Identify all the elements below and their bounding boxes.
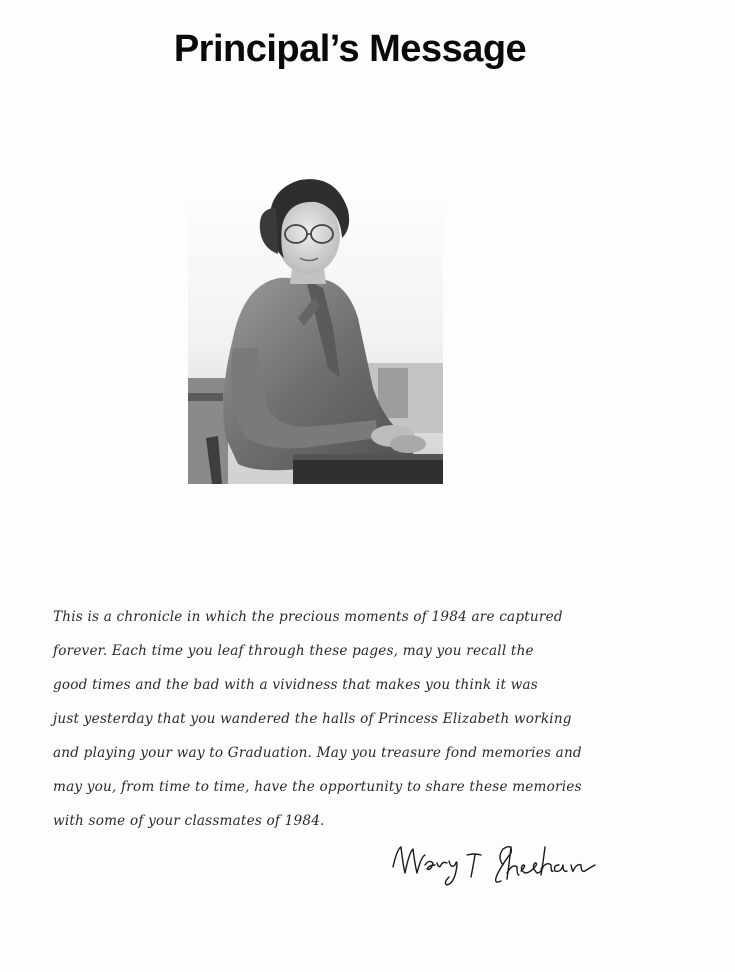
principal-signature [385,835,615,895]
message-line: forever. Each time you leaf through these pages, may you recall the [53,643,534,659]
message-line: This is a chronicle in which the precious moments of 1984 are captured [53,609,563,625]
message-line: good times and the bad with a vividness that makes you think it was [53,677,538,693]
message-line: and playing your way to Graduation. May you treasure fond memories and [53,745,582,761]
message-line: may you, from time to time, have the opportunity to share these memories [53,779,582,795]
principal-portrait-photo [188,168,443,484]
message-line: with some of your classmates of 1984. [53,813,325,829]
message-line: just yesterday that you wandered the halls of Princess Elizabeth working [53,711,572,727]
principal-message-text [53,600,683,838]
page-title: Principal’s Message [173,28,527,70]
